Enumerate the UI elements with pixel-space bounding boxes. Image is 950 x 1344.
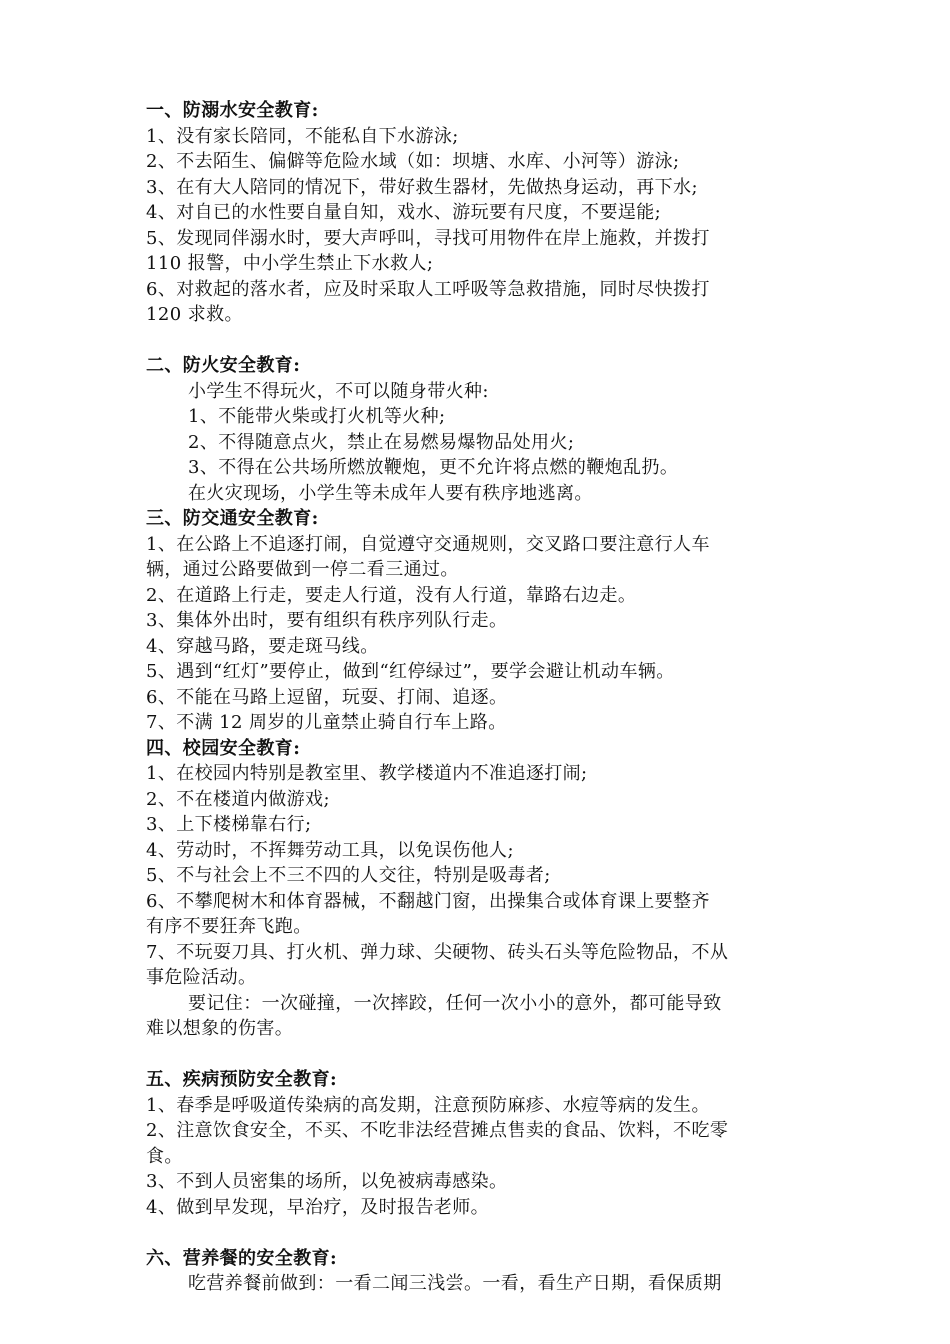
paragraph-line: 5、发现同伴溺水时，要大声呼叫，寻找可用物件在岸上施救，并拨打 bbox=[146, 227, 710, 249]
blank-line bbox=[146, 1042, 818, 1068]
paragraph-line: 6、对救起的落水者，应及时采取人工呼吸等急救措施，同时尽快拨打 bbox=[146, 278, 710, 300]
paragraph-line: 吃营养餐前做到：一看二闻三浅尝。一看，看生产日期，看保质期 bbox=[188, 1273, 722, 1294]
paragraph-line: 1、在公路上不追逐打闹，自觉遵守交通规则，交叉路口要注意行人车 bbox=[146, 533, 710, 555]
document-body bbox=[146, 98, 818, 1297]
paragraph-line: 6、不能在马路上逗留，玩耍、打闹、追逐。 bbox=[146, 686, 508, 708]
paragraph-line: 1、春季是呼吸道传染病的高发期，注意预防麻疹、水痘等病的发生。 bbox=[146, 1094, 710, 1116]
blank-line bbox=[146, 328, 818, 354]
paragraph-line: 2、不去陌生、偏僻等危险水域（如：坝塘、水库、小河等）游泳; bbox=[146, 151, 680, 172]
paragraph-line: 2、不在楼道内做游戏; bbox=[146, 788, 330, 810]
blank-line bbox=[146, 1220, 818, 1246]
paragraph-line: 1、没有家长陪同，不能私自下水游泳; bbox=[146, 125, 459, 147]
paragraph-line: 辆，通过公路要做到一停二看三通过。 bbox=[146, 559, 459, 580]
section-heading-traffic: 三、防交通安全教育: bbox=[146, 508, 319, 529]
paragraph-line: 5、遇到“红灯”要停止，做到“红停绿过”，要学会避让机动车辆。 bbox=[146, 661, 675, 682]
paragraph-line: 3、上下楼梯靠右行; bbox=[146, 814, 312, 835]
paragraph-line: 事危险活动。 bbox=[146, 967, 257, 988]
paragraph-line: 3、集体外出时，要有组织有秩序列队行走。 bbox=[146, 610, 508, 631]
paragraph-line: 难以想象的伤害。 bbox=[146, 1018, 294, 1039]
paragraph-line: 4、穿越马路，要走斑马线。 bbox=[146, 635, 379, 657]
section-heading-drowning: 一、防溺水安全教育: bbox=[146, 100, 319, 121]
paragraph-line: 4、对自已的水性要自量自知，戏水、游玩要有尺度，不要逞能; bbox=[146, 202, 662, 223]
section-heading-nutrition: 六、营养餐的安全教育: bbox=[146, 1247, 338, 1269]
paragraph-line: 3、不得在公共场所燃放鞭炮，更不允许将点燃的鞭炮乱扔。 bbox=[188, 457, 679, 478]
paragraph-line: 7、不满 12 周岁的儿童禁止骑自行车上路。 bbox=[146, 712, 507, 733]
section-heading-campus: 四、校园安全教育: bbox=[146, 737, 301, 759]
paragraph-line: 在火灾现场，小学生等未成年人要有秩序地逃离。 bbox=[188, 482, 593, 504]
paragraph-line: 有序不要狂奔飞跑。 bbox=[146, 916, 312, 937]
paragraph-line: 食。 bbox=[146, 1145, 183, 1167]
paragraph-line: 2、不得随意点火，禁止在易燃易爆物品处用火; bbox=[188, 431, 575, 453]
paragraph-line: 110 报警，中小学生禁止下水救人; bbox=[146, 253, 434, 274]
paragraph-line: 2、在道路上行走，要走人行道，没有人行道，靠路右边走。 bbox=[146, 584, 637, 606]
section-heading-disease: 五、疾病预防安全教育: bbox=[146, 1069, 338, 1090]
paragraph-line: 4、劳动时，不挥舞劳动工具，以免误伤他人; bbox=[146, 839, 514, 861]
paragraph-line: 120 求救。 bbox=[146, 304, 243, 325]
paragraph-line: 5、不与社会上不三不四的人交往，特别是吸毒者; bbox=[146, 865, 551, 886]
paragraph-line: 1、不能带火柴或打火机等火种; bbox=[188, 406, 446, 427]
paragraph-line: 7、不玩耍刀具、打火机、弹力球、尖硬物、砖头石头等危险物品，不从 bbox=[146, 941, 729, 963]
section-heading-fire: 二、防火安全教育: bbox=[146, 355, 301, 376]
paragraph-line: 3、在有大人陪同的情况下，带好救生器材，先做热身运动，再下水; bbox=[146, 176, 698, 198]
paragraph-line: 3、不到人员密集的场所，以免被病毒感染。 bbox=[146, 1171, 508, 1192]
paragraph-line: 要记住：一次碰撞，一次摔跤，任何一次小小的意外，都可能导致 bbox=[188, 992, 722, 1014]
paragraph-line: 6、不攀爬树木和体育器械，不翻越门窗，出操集合或体育课上要整齐 bbox=[146, 890, 710, 912]
paragraph-line: 2、注意饮食安全，不买、不吃非法经营摊点售卖的食品、饮料，不吃零 bbox=[146, 1120, 729, 1141]
paragraph-line: 1、在校园内特别是教室里、教学楼道内不准追逐打闹; bbox=[146, 763, 588, 784]
paragraph-line: 小学生不得玩火，不可以随身带火种: bbox=[188, 380, 489, 402]
paragraph-line: 4、做到早发现，早治疗，及时报告老师。 bbox=[146, 1196, 490, 1218]
